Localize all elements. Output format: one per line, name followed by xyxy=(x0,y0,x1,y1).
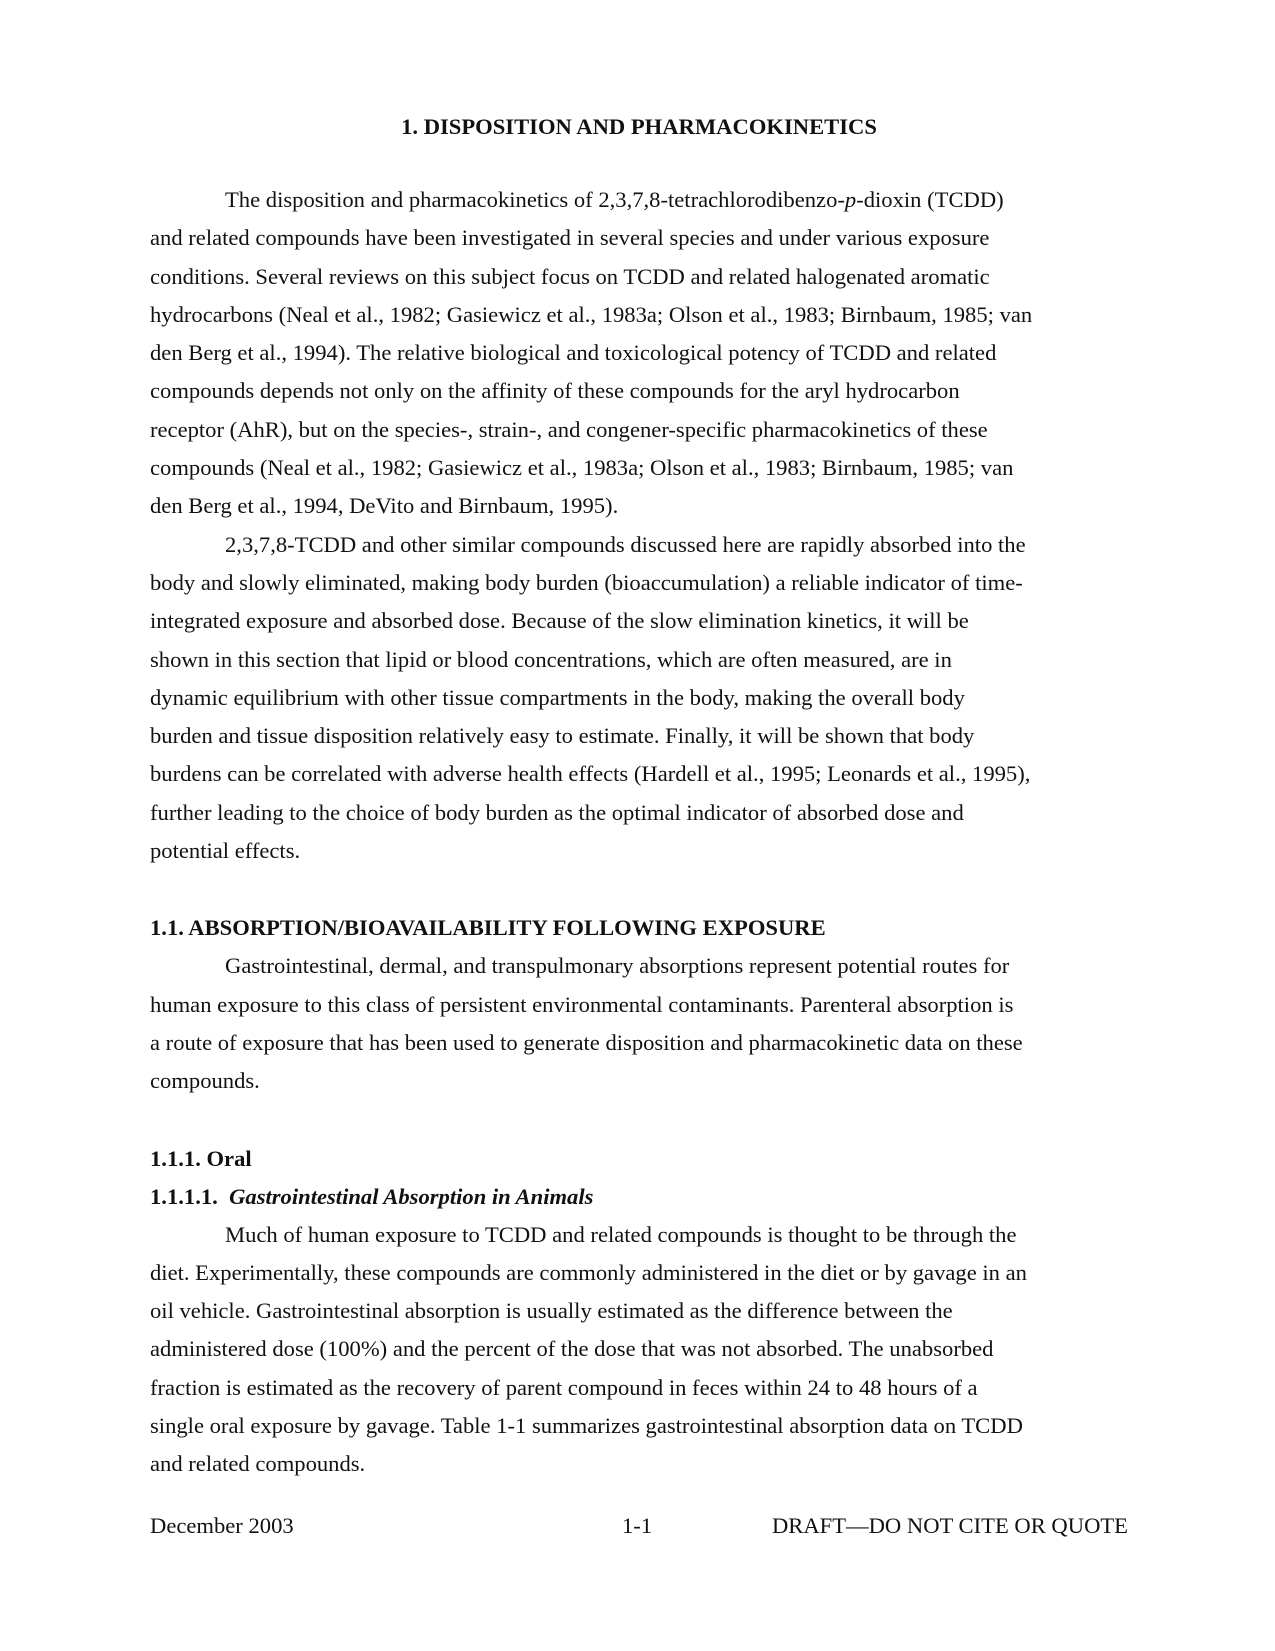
s1111-line-5: single oral exposure by gavage. Table 1-1 summarizes gastrointestinal absorption data on TCDD xyxy=(150,1413,1023,1439)
intro-p2-line-2: integrated exposure and absorbed dose. Because of the slow elimination kinetics, it will be xyxy=(150,608,969,634)
page-content xyxy=(150,108,1128,1484)
intro-p1-line-3: hydrocarbons (Neal et al., 1982; Gasiewicz et al., 1983a; Olson et al., 1983; Birnbaum, 1985; van xyxy=(150,301,1033,327)
intro-p1-line-4: den Berg et al., 1994). The relative biological and toxicological potency of TCDD and related xyxy=(150,340,997,366)
s11-line-1: human exposure to this class of persistent environmental contaminants. Parenteral absorption is xyxy=(150,991,1014,1017)
intro-paragraph-2 xyxy=(150,526,1128,871)
section-1-1-1-heading: 1.1.1. Oral xyxy=(150,1145,252,1171)
chapter-title: 1. DISPOSITION AND PHARMACOKINETICS xyxy=(401,114,877,139)
footer-page-number: 1-1 xyxy=(622,1513,653,1538)
intro-p1-line-2: conditions. Several reviews on this subject focus on TCDD and related halogenated aromatic xyxy=(150,263,990,289)
section-1-1-1-1-number: 1.1.1.1. xyxy=(150,1183,218,1209)
intro-paragraph-1 xyxy=(150,181,1128,526)
intro-p1-line-0: The disposition and pharmacokinetics of 2,3,7,8-tetrachlorodibenzo-p-dioxin (TCDD) xyxy=(225,187,1004,212)
intro-p2-line-6: burdens can be correlated with adverse health effects (Hardell et al., 1995; Leonards et al., 1995), xyxy=(150,761,1031,787)
page-footer xyxy=(150,1510,1128,1542)
s1111-line-3: administered dose (100%) and the percent of the dose that was not absorbed. The unabsorbed xyxy=(150,1336,994,1362)
section-1-1-heading: 1.1. ABSORPTION/BIOAVAILABILITY FOLLOWING EXPOSURE xyxy=(150,915,826,941)
footer-date: December 2003 xyxy=(150,1513,294,1538)
intro-p2-line-0: 2,3,7,8-TCDD and other similar compounds discussed here are rapidly absorbed into the xyxy=(225,531,1026,557)
section-1-1-paragraph xyxy=(150,947,1128,1100)
intro-p2-line-4: dynamic equilibrium with other tissue compartments in the body, making the overall body xyxy=(150,684,965,710)
s1111-line-4: fraction is estimated as the recovery of parent compound in feces within 24 to 48 hours of a xyxy=(150,1374,978,1400)
s1111-line-0: Much of human exposure to TCDD and related compounds is thought to be through the xyxy=(225,1221,1017,1247)
s1111-line-1: diet. Experimentally, these compounds are commonly administered in the diet or by gavage in an xyxy=(150,1259,1027,1285)
intro-p2-line-7: further leading to the choice of body burden as the optimal indicator of absorbed dose and xyxy=(150,799,964,825)
s11-line-3: compounds. xyxy=(150,1068,260,1094)
intro-p1-line-5: compounds depends not only on the affinity of these compounds for the aryl hydrocarbon xyxy=(150,378,960,404)
intro-p2-line-8: potential effects. xyxy=(150,838,301,864)
s11-line-2: a route of exposure that has been used to generate disposition and pharmacokinetic data on these xyxy=(150,1029,1023,1055)
intro-p1-line-1: and related compounds have been investigated in several species and under various exposure xyxy=(150,225,990,251)
section-1-1-1-1-paragraph xyxy=(150,1216,1128,1484)
section-1-1-1-1-heading xyxy=(150,1178,1128,1216)
intro-p1-line-7: compounds (Neal et al., 1982; Gasiewicz et al., 1983a; Olson et al., 1983; Birnbaum, 1985; van xyxy=(150,455,1014,481)
s1111-line-2: oil vehicle. Gastrointestinal absorption is usually estimated as the difference between the xyxy=(150,1298,953,1324)
intro-p2-line-5: burden and tissue disposition relatively easy to estimate. Finally, it will be shown that body xyxy=(150,723,975,749)
section-1-1-1-1-title: Gastrointestinal Absorption in Animals xyxy=(229,1183,594,1209)
intro-p1-line-8: den Berg et al., 1994, DeVito and Birnbaum, 1995). xyxy=(150,493,619,519)
intro-p1-line-6: receptor (AhR), but on the species-, strain-, and congener-specific pharmacokinetics of these xyxy=(150,416,988,442)
s1111-line-6: and related compounds. xyxy=(150,1451,366,1477)
intro-p2-line-1: body and slowly eliminated, making body burden (bioaccumulation) a reliable indicator of time- xyxy=(150,569,1023,595)
intro-p2-line-3: shown in this section that lipid or blood concentrations, which are often measured, are in xyxy=(150,646,952,672)
footer-draft-notice: DRAFT—DO NOT CITE OR QUOTE xyxy=(771,1513,1128,1538)
s11-line-0: Gastrointestinal, dermal, and transpulmonary absorptions represent potential routes for xyxy=(225,953,1010,979)
